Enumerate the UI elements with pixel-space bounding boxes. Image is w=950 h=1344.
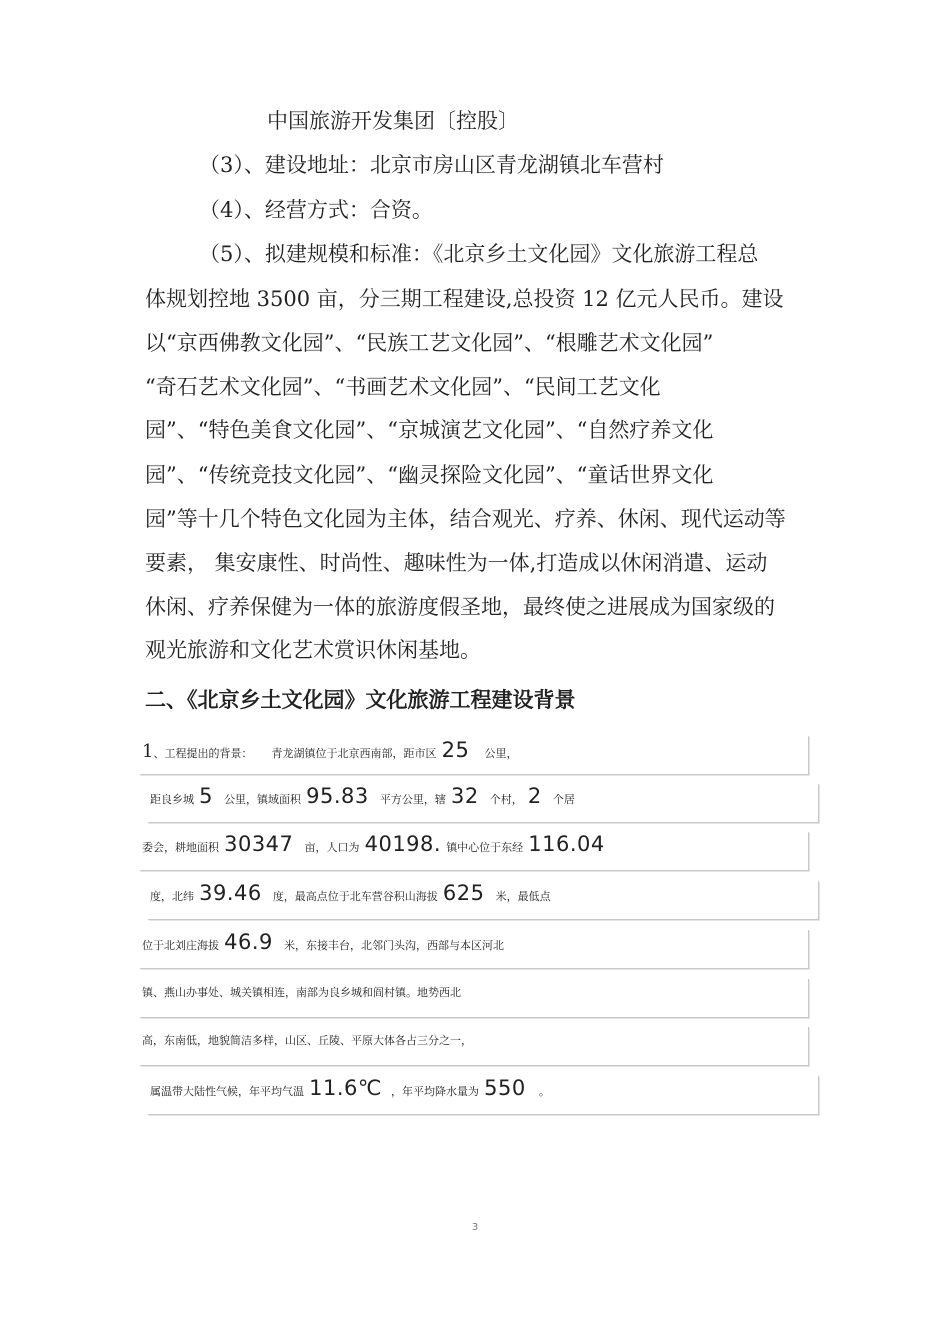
paragraph-line: 以“京西佛教文化园”、“民族工艺文化园”、“根雕艺术文化园” xyxy=(145,331,714,355)
paragraph-line: 园”、“特色美食文化园”、“京城演艺文化园”、“自然疗养文化 xyxy=(145,418,714,442)
background-line-8: 属温带大陆性气候，年平均气温 11.6℃ ，年平均降水量为 550 。 xyxy=(148,1076,819,1115)
paragraph-line: “奇石艺术文化园”、“书画艺术文化园”、“民间工艺文化 xyxy=(145,375,661,399)
item-number: 1 xyxy=(142,741,154,762)
paragraph-line: 要素， 集安康性、时尚性、趣味性为一体,打造成以休闲消遣、运动 xyxy=(145,551,768,575)
background-line-1: 1、工程提出的背景： 青龙湖镇位于北京西南部，距市区 25 公里， xyxy=(140,736,809,775)
paragraph-line: （4）、经营方式：合资。 xyxy=(199,198,433,222)
paragraph-line: 观光旅游和文化艺术赏识休闲基地。 xyxy=(145,638,481,662)
page-number: 3 xyxy=(471,1222,479,1233)
paragraph-line: 园”等十几个特色文化园为主体，结合观光、疗养、休闲、现代运动等 xyxy=(145,507,786,531)
paragraph-line: （5）、拟建规模和标准：《北京乡土文化园》文化旅游工程总 xyxy=(199,242,759,266)
paragraph-line: 中国旅游开发集团〔控股〕 xyxy=(267,109,519,133)
paragraph-line: （3）、建设地址：北京市房山区青龙湖镇北车营村 xyxy=(199,153,664,177)
background-line-5: 位于北刘庄海拔 46.9 米，东接丰台，北邻门头沟，西部与本区河北 xyxy=(140,930,809,969)
paragraph-line: 休闲、疗养保健为一体的旅游度假圣地，最终使之进展成为国家级的 xyxy=(145,595,775,619)
paragraph-line: 体规划控地 3500 亩，分三期工程建设,总投资 12 亿元人民币。建设 xyxy=(145,287,784,311)
background-line-2: 距良乡城 5 公里，镇域面积 95.83 平方公里，辖 32 个村， 2 个居 xyxy=(148,784,819,823)
background-line-4: 度，北纬 39.46 度，最高点位于北车营谷积山海拔 625 米，最低点 xyxy=(148,881,819,920)
background-line-3: 委会，耕地面积 30347 亩，人口为 40198. 镇中心位于东经 116.04 xyxy=(140,832,809,871)
section-heading: 二、《北京乡土文化园》文化旅游工程建设背景 xyxy=(145,688,576,712)
background-line-6: 镇、燕山办事处、城关镇相连，南部为良乡城和阎村镇。地势西北 xyxy=(140,979,809,1018)
background-line-7: 高，东南低，地貌简洁多样，山区、丘陵、平原大体各占三分之一， xyxy=(140,1027,809,1066)
paragraph-line: 园”、“传统竞技文化园”、“幽灵探险文化园”、“童话世界文化 xyxy=(145,463,714,487)
